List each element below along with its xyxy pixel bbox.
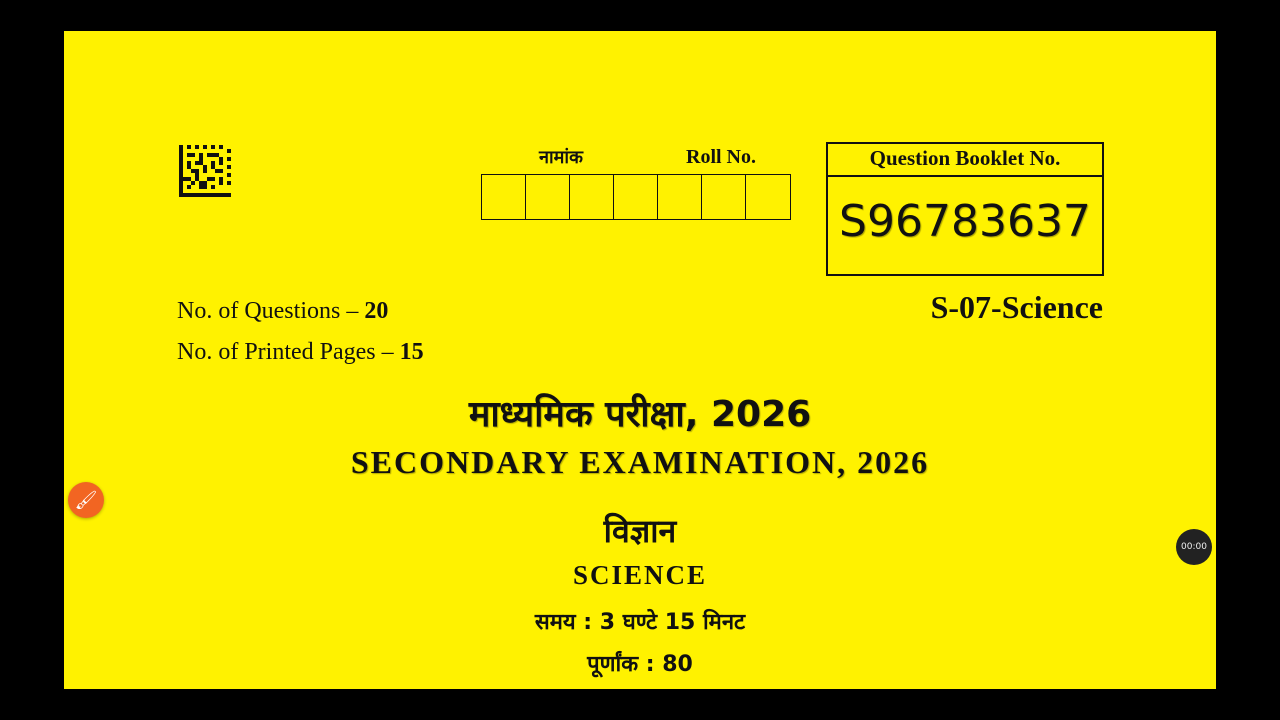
recording-timer[interactable]: 00:00 bbox=[1176, 529, 1212, 565]
exam-paper-cover bbox=[64, 31, 1216, 689]
exam-title-hindi: माध्यमिक परीक्षा, 2026 bbox=[468, 394, 812, 435]
pages-count-label: No. of Printed Pages – bbox=[177, 339, 400, 365]
questions-count bbox=[177, 298, 388, 325]
pages-count bbox=[177, 339, 424, 366]
roll-digit-box bbox=[614, 175, 658, 219]
pages-count-value: 15 bbox=[399, 339, 424, 365]
subject-title-hindi: विज्ञान bbox=[603, 512, 677, 550]
roll-number-label-hindi: नामांक bbox=[539, 147, 583, 168]
roll-digit-box bbox=[702, 175, 746, 219]
subject-title: SCIENCE bbox=[572, 560, 708, 590]
question-booklet-label: Question Booklet No. bbox=[828, 144, 1102, 177]
roll-number-boxes bbox=[481, 174, 791, 220]
max-marks: पूर्णांक : 80 bbox=[587, 652, 693, 677]
paper-code: S-07-Science bbox=[930, 289, 1103, 325]
roll-number-label: Roll No. bbox=[686, 146, 756, 168]
roll-digit-box bbox=[658, 175, 702, 219]
exam-duration: समय : 3 घण्टे 15 मिनट bbox=[534, 610, 746, 635]
datamatrix-code bbox=[179, 145, 231, 197]
questions-count-label: No. of Questions – bbox=[177, 298, 365, 324]
roll-digit-box bbox=[526, 175, 570, 219]
question-booklet-number: S96783637 bbox=[839, 196, 1091, 247]
questions-count-value: 20 bbox=[364, 298, 389, 324]
question-booklet-box bbox=[826, 142, 1104, 276]
brush-icon[interactable]: 🖌 bbox=[68, 482, 104, 518]
roll-digit-box bbox=[746, 175, 790, 219]
exam-title: SECONDARY EXAMINATION, 2026 bbox=[350, 444, 930, 480]
roll-digit-box bbox=[570, 175, 614, 219]
roll-digit-box bbox=[482, 175, 526, 219]
